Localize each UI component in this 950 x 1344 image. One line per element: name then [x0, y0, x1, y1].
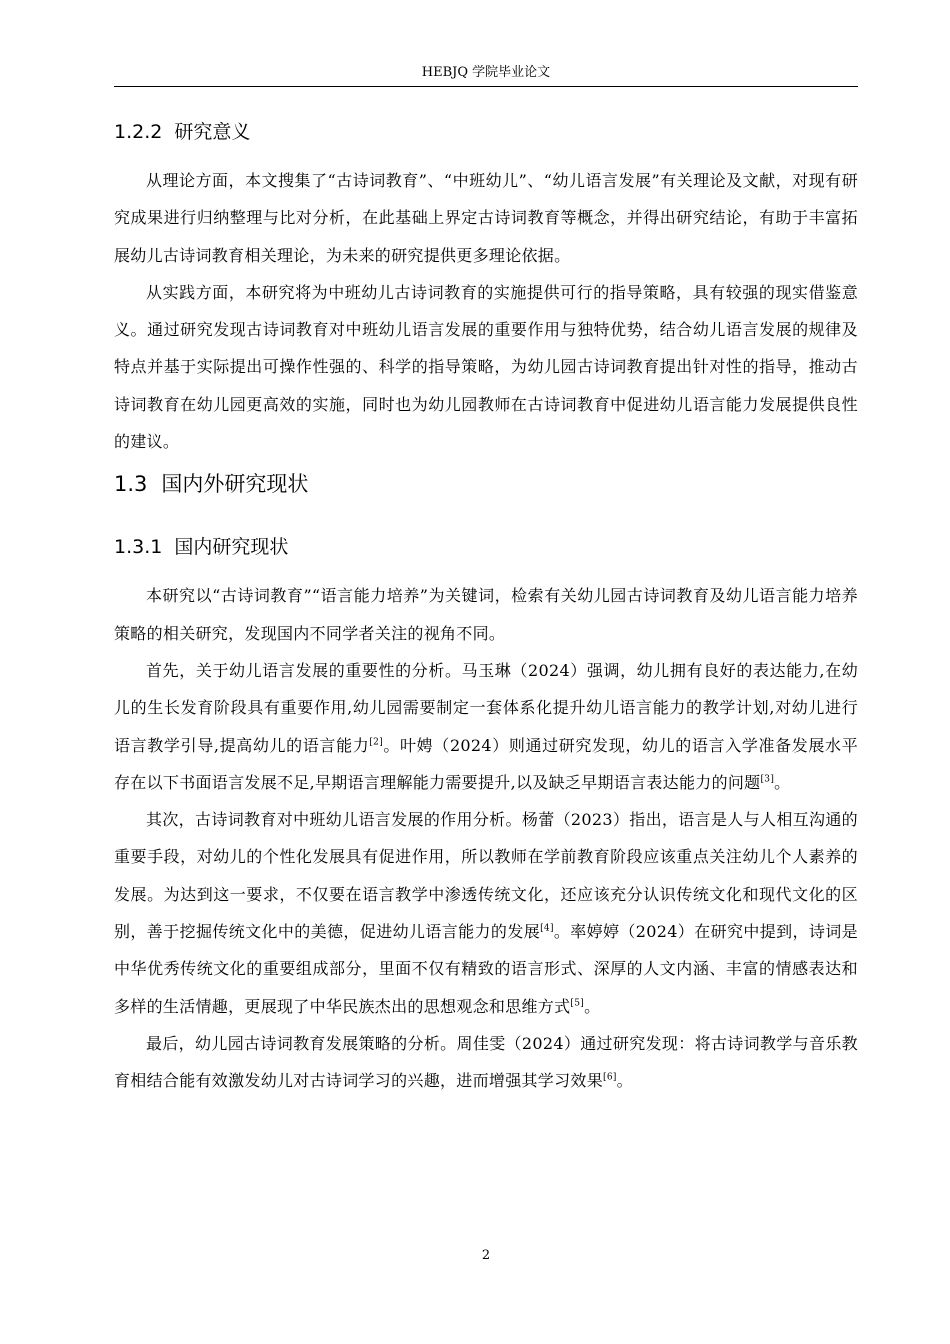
paragraph-importance — [114, 652, 858, 801]
citation-6: [6] — [603, 1072, 617, 1083]
section-title: 国内研究现状 — [174, 536, 289, 559]
header-rule — [114, 86, 858, 87]
paragraph-strategy — [114, 1025, 858, 1100]
citation-3: [3] — [760, 774, 775, 785]
section-number: 1.3 — [114, 472, 148, 497]
page-number: 2 — [481, 1248, 491, 1263]
section-title: 国内外研究现状 — [161, 472, 309, 497]
section-number: 1.3.1 — [114, 536, 163, 559]
paragraph-practice: 从实践方面，本研究将为中班幼儿古诗词教育的实施提供可行的指导策略，具有较强的现实借鉴意义。通过研究发现古诗词教育对中班幼儿语言发展的重要作用与独特优势，结合幼儿语言发展的规律及特点并基于实际提出可操作性强的、科学的指导策略，为幼儿园古诗词教育提出针对性的指导，推动古诗词教育在幼儿园更高效的实施，同时也为幼儿园教师在古诗词教育中促进幼儿语言能力发展提供良性的建议。 — [114, 282, 858, 452]
section-heading-1-3 — [114, 469, 858, 499]
paragraph-text: 首先，关于幼儿语言发展的重要性的分析。马玉琳（2024）强调，幼儿拥有良好的表达能力,在幼儿的生长发育阶段具有重要作用,幼儿园需要制定一套体系化提升幼儿语言能力的教学计划,对幼儿进行语言教学引导,提高幼儿的语言能力 — [114, 660, 858, 755]
paragraph-text: 。叶娉（2024）则通过研究发现，幼儿的语言入学准备发展水平存在以下书面语言发展不足,早期语言理解能力需要提升,以及缺乏早期语言表达能力的问题 — [114, 735, 858, 792]
paragraph-text: 。 — [616, 1071, 633, 1091]
paragraph-role — [114, 801, 858, 1025]
citation-4: [4] — [540, 923, 554, 934]
paragraph-text: 。率婷婷（2024）在研究中提到，诗词是中华优秀传统文化的重要组成部分，里面不仅有精致的语言形式、深厚的人文内涵、丰富的情感表达和多样的生活情趣，更展现了中华民族杰出的思想观念和思维方式 — [114, 922, 858, 1016]
running-header: HEBJQ 学院毕业论文 — [421, 65, 551, 80]
section-heading-1-3-1 — [114, 533, 858, 561]
section-title: 研究意义 — [174, 121, 251, 143]
citation-2: [2] — [369, 737, 384, 748]
paragraph-text: 最后，幼儿园古诗词教育发展策略的分析。周佳雯（2024）通过研究发现：将古诗词教学与音乐教育相结合能有效激发幼儿对古诗词学习的兴趣，进而增强其学习效果 — [114, 1033, 858, 1091]
paragraph-text: 。 — [774, 772, 791, 792]
section-number: 1.2.2 — [114, 121, 163, 143]
paragraph-theory: 从理论方面，本文搜集了“古诗词教育”、“中班幼儿”、“幼儿语言发展”有关理论及文献，对现有研究成果进行归纳整理与比对分析，在此基础上界定古诗词教育等概念，并得出研究结论，有助于丰富拓展幼儿古诗词教育相关理论，为未来的研究提供更多理论依据。 — [114, 171, 858, 265]
section-heading-1-2-2 — [114, 118, 858, 146]
citation-5: [5] — [570, 998, 585, 1009]
paragraph-text: 。 — [584, 996, 601, 1016]
page-content — [114, 118, 858, 1100]
paragraph-keywords: 本研究以“古诗词教育”“语言能力培养”为关键词，检索有关幼儿园古诗词教育及幼儿语言能力培养策略的相关研究，发现国内不同学者关注的视角不同。 — [114, 586, 858, 643]
paragraph-text: 其次，古诗词教育对中班幼儿语言发展的作用分析。杨蕾（2023）指出，语言是人与人相互沟通的重要手段，对幼儿的个性化发展具有促进作用，所以教师在学前教育阶段应该重点关注幼儿个人素养的发展。为达到这一要求，不仅要在语言教学中渗透传统文化，还应该充分认识传统文化和现代文化的区别，善于挖掘传统文化中的美德，促进幼儿语言能力的发展 — [114, 810, 858, 942]
